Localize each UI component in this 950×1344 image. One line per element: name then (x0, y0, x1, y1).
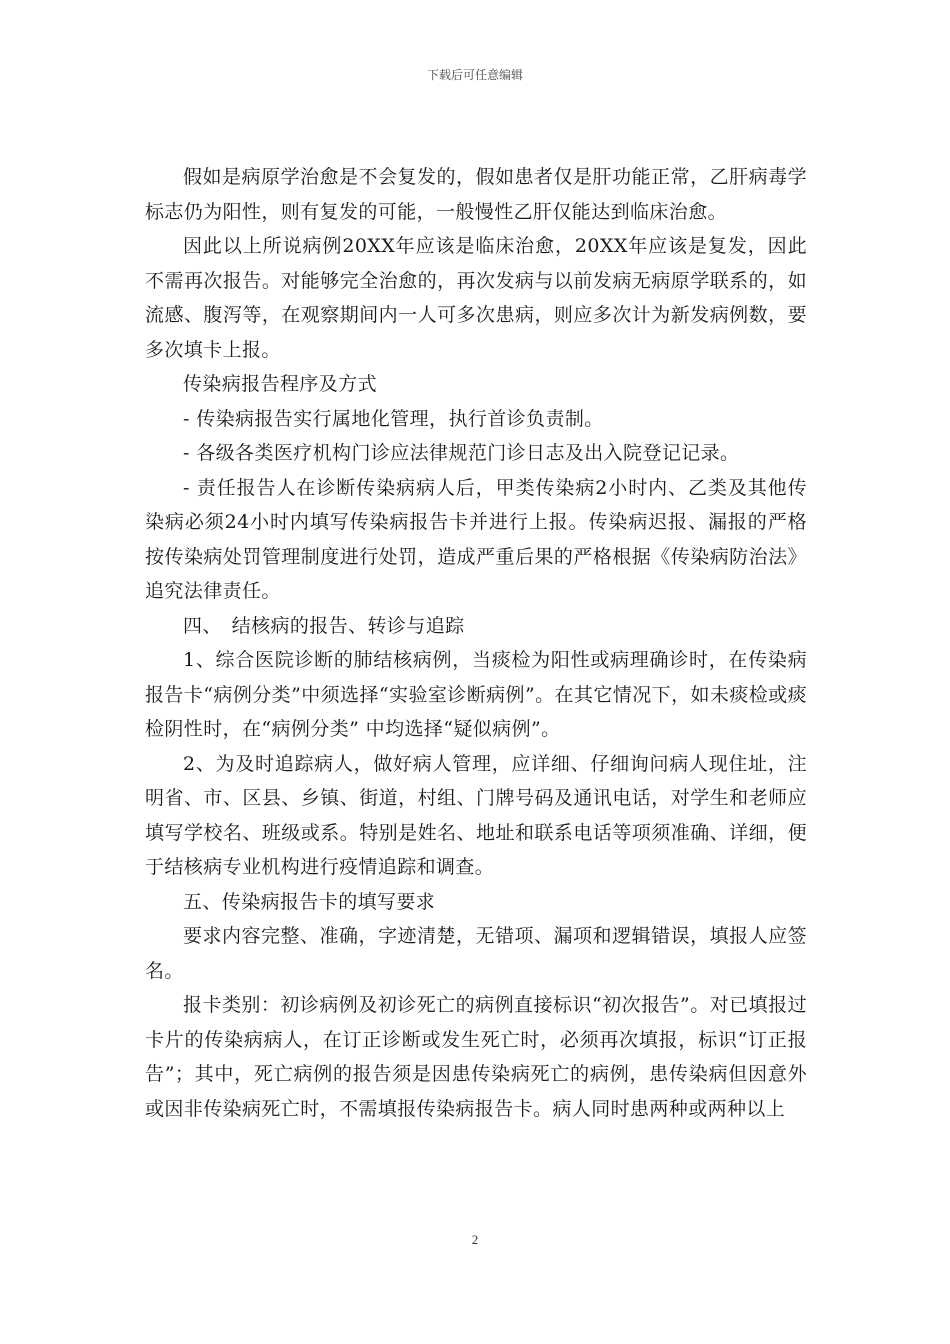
document-body (145, 160, 807, 1126)
page-header: 下载后可任意编辑 (426, 68, 523, 82)
paragraph: 报卡类别：初诊病例及初诊死亡的病例直接标识“初次报告”。对已填报过卡片的传染病病人，在订正诊断或发生死亡时，必须再次填报，标识“订正报告”；其中，死亡病例的报告须是因患传染病死亡的病例，患传染病但因意外或因非传染病死亡时，不需填报传染病报告卡。病人同时患两种或两种以上 (145, 994, 807, 1120)
paragraph: 2、为及时追踪病人，做好病人管理，应详细、仔细询问病人现住址，注明省、市、区县、乡镇、街道，村组、门牌号码及通讯电话，对学生和老师应填写学校名、班级或系。特别是姓名、地址和联系电话等项须准确、详细，便于结核病专业机构进行疫情追踪和调查。 (145, 752, 807, 878)
paragraph: 1、综合医院诊断的肺结核病例，当痰检为阳性或病理确诊时，在传染病报告卡“病例分类”中须选择“实验室诊断病例”。在其它情况下，如未痰检或痰检阴性时，在“病例分类” 中均选择“疑似病例”。 (145, 649, 807, 740)
list-item: - 责任报告人在诊断传染病病人后，甲类传染病2小时内、乙类及其他传染病必须24小时内填写传染病报告卡并进行上报。传染病迟报、漏报的严格按传染病处罚管理制度进行处罚，造成严重后果的严格根据《传染病防治法》追究法律责任。 (145, 476, 807, 602)
section-heading: 五、传染病报告卡的填写要求 (183, 890, 436, 913)
paragraph: 要求内容完整、准确，字迹清楚，无错项、漏项和逻辑错误，填报人应签名。 (145, 925, 807, 982)
section-heading: 传染病报告程序及方式 (183, 373, 378, 395)
page-number: 2 (471, 1232, 479, 1247)
section-heading: 四、 结核病的报告、转诊与追踪 (183, 614, 465, 637)
paragraph: 因此以上所说病例20XX年应该是临床治愈，20XX年应该是复发，因此不需再次报告。对能够完全治愈的，再次发病与以前发病无病原学联系的，如流感、腹泻等，在观察期间内一人可多次患病，则应多次计为新发病例数，要多次填卡上报。 (145, 235, 807, 361)
paragraph: 假如是病原学治愈是不会复发的，假如患者仅是肝功能正常，乙肝病毒学标志仍为阳性，则有复发的可能，一般慢性乙肝仅能达到临床治愈。 (145, 166, 807, 223)
list-item: - 传染病报告实行属地化管理，执行首诊负责制。 (183, 407, 604, 430)
list-item: - 各级各类医疗机构门诊应法律规范门诊日志及出入院登记记录。 (183, 442, 740, 464)
